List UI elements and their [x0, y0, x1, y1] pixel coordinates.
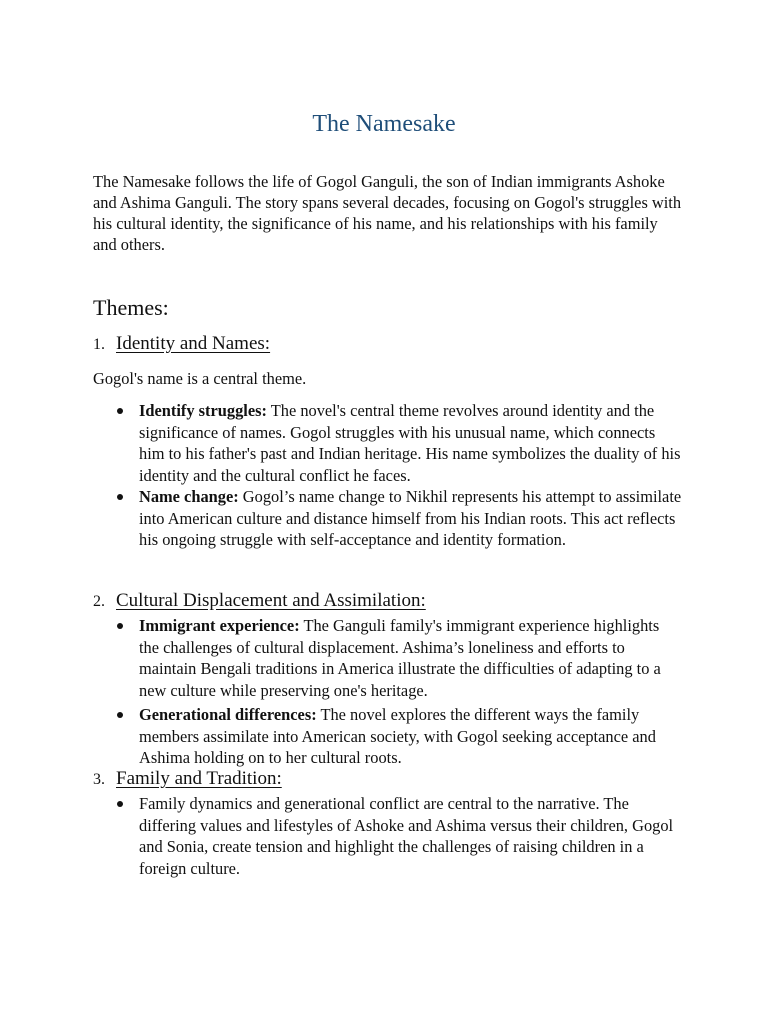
bullet-lead: Identify struggles:	[139, 401, 267, 420]
section-title	[93, 767, 683, 792]
section-label: Identity and Names:	[116, 333, 271, 354]
section-number: 1.	[93, 336, 105, 353]
section-number: 3.	[93, 771, 105, 788]
bullet-dot-icon	[117, 408, 123, 414]
bullet-lead: Immigrant experience:	[139, 616, 300, 635]
bullet-dot-icon	[117, 623, 123, 629]
bullet-item	[93, 400, 683, 486]
bullet-text: The novel explores the different ways the family members assimilate into American society, with Gogol seeking acceptance and Ashima holding on to her cultural roots.	[139, 705, 656, 767]
bullet-text: The Ganguli family's immigrant experience highlights the challenges of cultural displacement. Ashima’s loneliness and efforts to maintain Bengali traditions in America illustrate the difficulties of adapting to a new culture while preserving one's heritage.	[139, 616, 661, 700]
bullet-text: Gogol’s name change to Nikhil represents his attempt to assimilate into American culture and distance himself from his Indian roots. This act reflects his ongoing struggle with self-acceptance and identity formation.	[139, 487, 682, 549]
section-title	[93, 332, 683, 357]
bullet-list	[93, 400, 683, 551]
bullet-lead: Name change:	[139, 487, 239, 506]
bullet-list	[93, 793, 683, 879]
bullet-dot-icon	[117, 801, 123, 807]
section-title	[93, 589, 683, 614]
bullet-dot-icon	[117, 712, 123, 718]
bullet-text: Family dynamics and generational conflict are central to the narrative. The differing values and lifestyles of Ashoke and Ashima versus their children, Gogol and Sonia, create tension and highlight the challenges of raising children in a foreign culture.	[139, 794, 674, 878]
bullet-dot-icon	[117, 494, 123, 500]
document-title: The Namesake	[312, 111, 456, 137]
themes-heading: Themes:	[93, 295, 169, 320]
bullet-item	[93, 615, 683, 701]
bullet-lead: Generational differences:	[139, 705, 317, 724]
intro-paragraph: The Namesake follows the life of Gogol Ganguli, the son of Indian immigrants Ashoke and Ashima Ganguli. The story spans several decades, focusing on Gogol's struggles with his cultural identity, the significance of his name, and his relationships with his family and others.	[93, 172, 682, 254]
section-identity-and-names	[93, 332, 683, 551]
section-number: 2.	[93, 593, 105, 610]
bullet-text: The novel's central theme revolves around identity and the significance of names. Gogol struggles with his unusual name, which connects him to his father's past and Indian heritage. His name symbolizes the duality of his identity and the cultural conflict he faces.	[139, 401, 681, 485]
section-family-and-tradition	[93, 767, 683, 879]
bullet-list	[93, 615, 683, 769]
bullet-item	[93, 486, 683, 551]
section-intro: Gogol's name is a central theme.	[93, 369, 307, 388]
section-cultural-displacement	[93, 589, 683, 769]
section-label: Cultural Displacement and Assimilation:	[116, 590, 426, 611]
bullet-item	[93, 704, 683, 769]
section-label: Family and Tradition:	[116, 768, 282, 789]
bullet-item	[93, 793, 683, 879]
